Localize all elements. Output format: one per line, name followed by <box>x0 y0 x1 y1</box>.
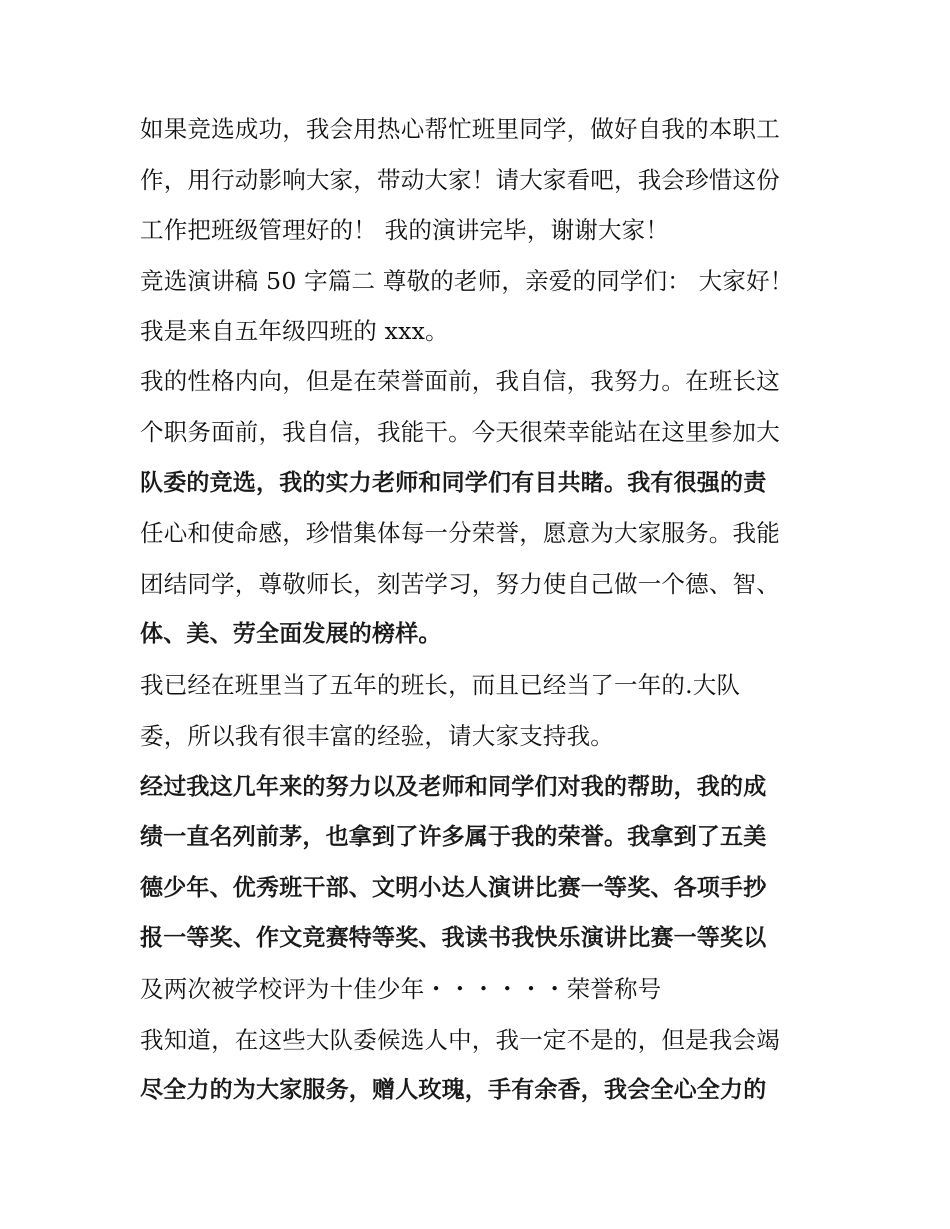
text-line-9: 任心和使命感，珍惜集体每一分荣誉，愿意为大家服务。我能 <box>140 519 780 547</box>
text-line-3: 工作把班级管理好的！ 我的演讲完毕，谢谢大家！ <box>140 216 670 244</box>
text-line-17: 报一等奖、作文竞赛特等奖、我读书我快乐演讲比赛一等奖以 <box>140 925 767 951</box>
text-line-1: 如果竞选成功，我会用热心帮忙班里同学，做好自我的本职工 <box>140 115 780 143</box>
text-line-8: 队委的竞选，我的实力老师和同学们有目共睹。我有很强的责 <box>140 470 767 496</box>
text-line-14: 经过我这几年来的努力以及老师和同学们对我的帮助，我的成 <box>140 774 767 800</box>
text-line-6: 我的性格内向，但是在荣誉面前，我自信，我努力。在班长这 <box>140 367 780 395</box>
text-line-15: 绩一直名列前茅，也拿到了许多属于我的荣誉。我拿到了五美 <box>140 824 767 850</box>
text-line-11: 体、美、劳全面发展的榜样。 <box>140 621 442 647</box>
text-line-5: 我是来自五年级四班的 xxx。 <box>140 317 449 345</box>
text-line-12: 我已经在班里当了五年的班长，而且已经当了一年的.大队 <box>140 671 741 699</box>
text-line-10: 团结同学，尊敬师长，刻苦学习，努力使自己做一个德、智、 <box>140 570 780 598</box>
text-line-13: 委，所以我有很丰富的经验，请大家支持我。 <box>140 722 614 750</box>
text-line-4: 竞选演讲稿 50 字篇二 尊敬的老师，亲爱的同学们： 大家好！ <box>140 267 794 295</box>
text-line-2: 作，用行动影响大家，带动大家！请大家看吧，我会珍惜这份 <box>140 166 780 194</box>
text-line-7: 个职务面前，我自信，我能干。今天很荣幸能站在这里参加大 <box>140 418 780 446</box>
text-line-19: 我知道，在这些大队委候选人中，我一定不是的，但是我会竭 <box>140 1026 780 1054</box>
text-line-18: 及两次被学校评为十佳少年・・・・・・荣誉称号 <box>140 975 662 1003</box>
text-line-16: 德少年、优秀班干部、文明小达人演讲比赛一等奖、各项手抄 <box>140 875 767 901</box>
text-line-20: 尽全力的为大家服务，赠人玫瑰，手有余香，我会全心全力的 <box>140 1077 767 1103</box>
